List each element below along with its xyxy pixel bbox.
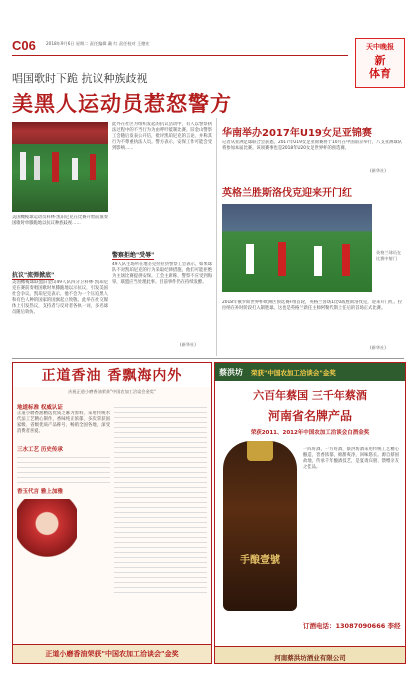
right-body-2: 2018年俄罗斯世界杯欧洲区预选赛F组首轮，英格兰客场1比0战胜斯洛伐克，迎来开门红。拉拉纳在补时阶段打入制胜球。这也是英格兰新任主帅阿勒代斯上任后的首场正式比赛。 bbox=[222, 300, 402, 311]
lead-body-3: 49人队主场所在地圣克拉拉县警察工会表示，如果球队不对凯珀尼克的行为采取纪律措施，他们可能拒绝为主场比赛提供安保。工会主席称，警察不应受到侮辱，联盟应当处理此事。目前事件仍在持续发酵。 bbox=[112, 262, 212, 285]
ad-left-banner bbox=[13, 363, 211, 387]
ad-right-award-banner: 荣获"中国农加工洽谈会"金奖 bbox=[251, 368, 336, 377]
right-photo-caption: 英格兰球员在比赛中射门 bbox=[376, 250, 402, 261]
right-credit-2: (新华社) bbox=[370, 345, 386, 350]
ad-right-award: 荣获2011、2012年中国农加工洽谈会白酒金奖 bbox=[250, 430, 370, 436]
ad-right-banner bbox=[215, 363, 405, 381]
lead-subhead-2: 警察拒绝"受辱" bbox=[112, 252, 155, 259]
right-body-1: 记者从亚洲足球联合会获悉，2017年U19女足亚锦赛将于10月在中国南京举行，八支亚洲球队将参加本届比赛。该项赛事也是2018年U20女足世界杯的预选赛。 bbox=[222, 140, 402, 151]
section-seal bbox=[355, 38, 405, 88]
ad-right-hotline: 订酒电话：13087090666 李经 bbox=[303, 622, 401, 630]
ad-left-sub-1: 地道标准 权威认证 bbox=[17, 404, 63, 411]
lead-photo bbox=[12, 122, 108, 212]
ad-left-subtitle: 庆祝正道小磨香油荣获"中国农加工洽谈会金奖" bbox=[68, 389, 156, 394]
lead-kicker: 唱国歌时下跪 抗议种族歧视 bbox=[12, 72, 148, 85]
page-number: C06 bbox=[12, 38, 36, 53]
ad-left bbox=[12, 362, 212, 664]
page-meta: 2018年9月6日 星期二 责任编辑 戴 红 责任校对 王德宏 bbox=[46, 41, 150, 46]
ad-left-sub-2: 三水工艺 历史传承 bbox=[17, 446, 63, 453]
ad-left-body: 正道小磨香油精选优质芝麻为原料，采用传统水代法工艺精心制作，香味纯正浓郁，多次荣获国家级、省级优质产品称号，畅销全国各地，深受消费者喜爱。 bbox=[17, 410, 110, 434]
ad-right-title-2: 河南省名牌产品 bbox=[267, 409, 352, 423]
column-divider bbox=[216, 118, 217, 356]
lead-credit: (新华社) bbox=[180, 342, 196, 347]
ad-right bbox=[214, 362, 406, 664]
seal-text: 天中晚报 bbox=[366, 43, 394, 51]
lead-subhead-1: 抗议"流弹掀底" bbox=[12, 272, 55, 279]
ad-left-figure bbox=[17, 499, 77, 569]
header-rule bbox=[12, 55, 348, 56]
right-headline-2: 英格兰胜斯洛伐克迎来开门红 bbox=[222, 188, 352, 199]
ad-right-brand: 蔡洪坊 bbox=[219, 367, 243, 377]
ad-right-title-1: 六百年蔡国 三千年蔡酒 bbox=[253, 389, 367, 402]
section-divider bbox=[12, 358, 404, 359]
lead-body-1: 美国橄榄球联盟旧金山49人队四分卫科林·凯珀尼克在赛前奏唱国歌时单膝跪地以示抗议，引发美国社会争议。凯珀尼克表示，他不会为一个压迫黑人和有色人种的国家的国旗起立致敬。此举在社交媒体上引发热议，支持者与反对者各执一词，多名球员随后效仿。 bbox=[12, 280, 108, 315]
ad-left-sub-3: 香玉代言 雅上加雅 bbox=[17, 488, 63, 495]
ad-right-company bbox=[215, 646, 405, 663]
lead-photo-caption: 美国橄榄球运动员科林·凯珀尼克在比赛开始前演奏国歌时单膝跪地以抗议种族歧视…… bbox=[12, 215, 108, 226]
ad-right-body: 一阵好酒，一方好酒，蔡洪坊酒采用传统工艺精心酿造，窖香浓郁，绵甜爽净，回味悠长。源自蔡国故地，传承千年酿酒技艺，是宴请宾朋、馈赠亲友之佳品。 bbox=[303, 447, 399, 470]
right-headline-1: 华南举办2017年U19女足亚锦赛 bbox=[222, 128, 372, 139]
ad-right-company-name: 河南蔡洪坊酒业有限公司 bbox=[274, 654, 346, 662]
right-photo bbox=[222, 204, 372, 292]
ad-left-footer: 正道小磨香油荣获"中国农加工洽谈会"金奖 bbox=[13, 644, 211, 663]
bottle-label: 手酿壹號 bbox=[240, 555, 280, 566]
section-name: 新 体育 bbox=[369, 54, 391, 80]
ad-right-bottle bbox=[223, 441, 297, 611]
ad-left-title: 正道香油 香飘海内外 bbox=[41, 368, 183, 384]
lead-body-2: 此外在社区为组织发起的抗议活动中，有人以警察执法过程中的不当行为为由呼吁抵制比赛。旧金山警察工会随后发表公开信，批评凯珀尼克的言论，并称其行为不尊重执法人员。警方表示，安保工作可能会受到影响…… bbox=[112, 122, 212, 151]
right-credit-1: (新华社) bbox=[370, 168, 386, 173]
lead-headline: 美黑人运动员惹怒警方 bbox=[12, 91, 232, 116]
